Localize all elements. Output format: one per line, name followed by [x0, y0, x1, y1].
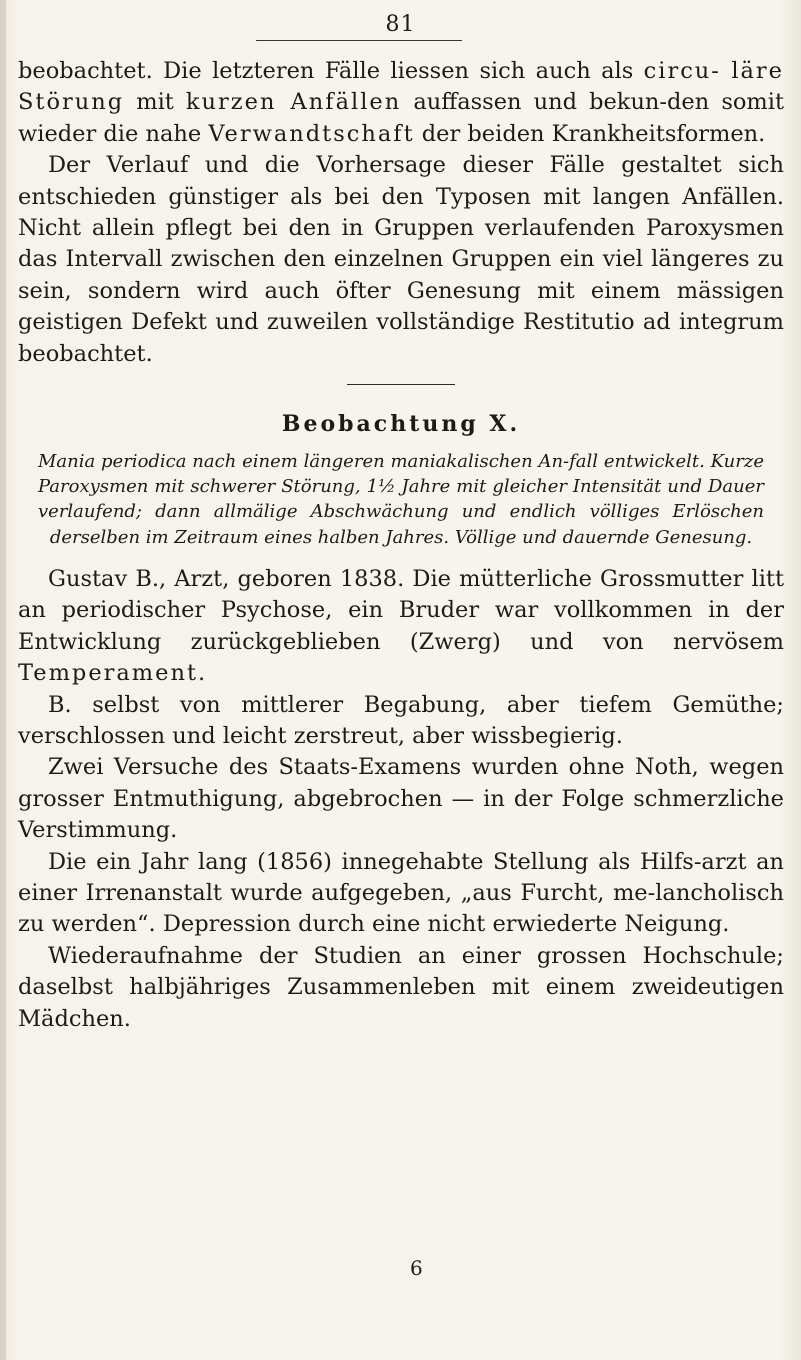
- continuation-text-5: der beiden Krankheitsformen.: [414, 120, 766, 147]
- case-paragraph-family: [18, 564, 784, 690]
- spaced-term-stoerung: läre Störung: [18, 58, 784, 116]
- continuation-text-1: beobachtet. Die letzteren Fälle liessen sich auch als: [18, 58, 644, 84]
- header-rule: [256, 40, 462, 41]
- spaced-term-verwandtschaft: Verwandtschaft: [208, 120, 415, 147]
- continuation-text-3: mit: [124, 89, 186, 116]
- printer-signature: 6: [410, 1256, 423, 1280]
- case-family-end: .: [197, 660, 206, 687]
- spaced-term-temperament: Temperament: [18, 660, 198, 687]
- case-paragraph-character: B. selbst von mittlerer Begabung, aber tiefem Gemüthe; verschlossen und leicht zerstreut, aber wissbegierig.: [18, 691, 784, 749]
- case-family-text: Gustav B., Arzt, geboren 1838. Die mütterliche Grossmutter litt an periodischer Psychose, ein Bruder war vollkommen in der Entwicklung zurückgeblieben (Zwerg) und von nervösem: [18, 565, 784, 655]
- continuation-paragraph: [18, 56, 784, 150]
- section-separator: [347, 384, 455, 385]
- case-paragraph-studies: Wiederaufnahme der Studien an einer grossen Hochschule; daselbst halbjähriges Zusammenleben mit einem zweideutigen Mädchen.: [18, 942, 784, 1032]
- case-paragraph-exams: Zwei Versuche des Staats-Examens wurden ohne Noth, wegen grosser Entmuthigung, abgebrochen — in der Folge schmerzliche Verstimmung.: [18, 754, 784, 844]
- page-number: 81: [385, 12, 416, 37]
- case-paragraph-asylum: Die ein Jahr lang (1856) innegehabte Stellung als Hilfs-arzt an einer Irrenanstalt wurde aufgegeben, „aus Furcht, me-lancholisch zu werden“. Depression durch eine nicht erwiederte Neigung.: [18, 848, 784, 938]
- spaced-term-circulaere: circu-: [643, 58, 721, 84]
- observation-heading: Beobachtung X.: [281, 411, 521, 438]
- continuation-text-4: auffassen und bekun-den somit wieder die nahe: [18, 89, 784, 147]
- observation-summary: Mania periodica nach einem längeren maniakalischen An-fall entwickelt. Kurze Paroxysmen mit schwerer Störung, 1½ Jahre mit gleicher Intensität und Dauer verlaufend; dann allmälige Abschwächung und endlich völliges Erlöschen derselben im Zeitraum eines halben Jahres. Völlige und dauernde Genesung.: [38, 451, 764, 548]
- spaced-term-anfaellen: kurzen Anfällen: [185, 89, 402, 116]
- body-text: [18, 56, 784, 1035]
- continuation-text-2: [721, 58, 731, 84]
- course-paragraph: Der Verlauf und die Vorhersage dieser Fälle gestaltet sich entschieden günstiger als bei den Typosen mit langen Anfällen. Nicht allein pflegt bei den in Gruppen verlaufenden Paroxysmen das Intervall zwischen den einzelnen Gruppen ein viel längeres zu sein, sondern wird auch öfter Genesung mit einem mässigen geistigen Defekt und zuweilen vollständige Restitutio ad integrum beobachtet.: [18, 152, 784, 367]
- page-binding-edge: [0, 0, 6, 1360]
